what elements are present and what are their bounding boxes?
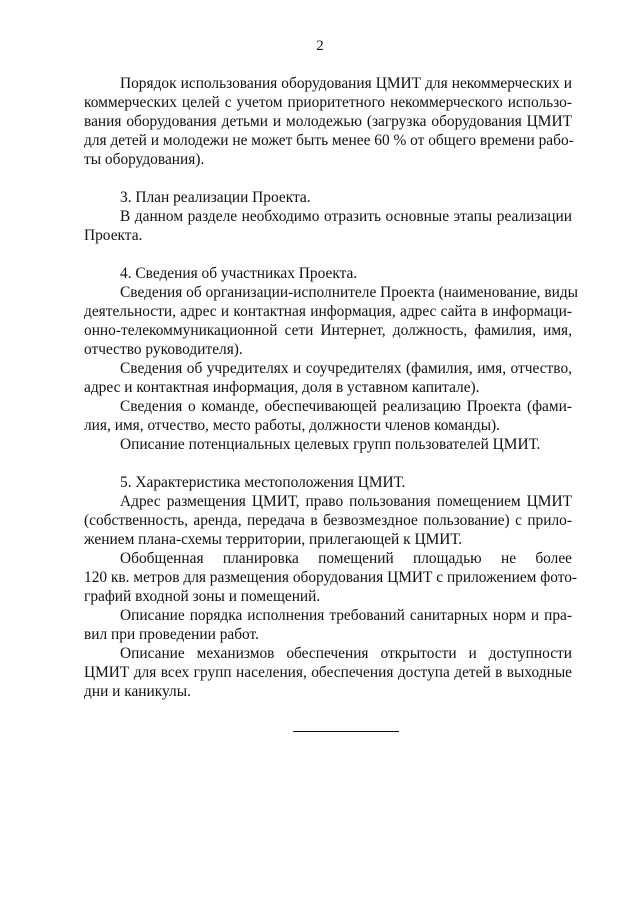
text-line: лия, имя, отчество, место работы, должности членов команды). [84, 417, 501, 434]
paragraph-gap [84, 454, 572, 473]
paragraph-equipment-usage [84, 74, 572, 169]
document-body [84, 74, 579, 701]
text-line: Описание потенциальных целевых групп пользователей ЦМИТ. [120, 436, 541, 453]
text-line: Сведения об организации-исполнителе Проекта (наименование, виды [120, 284, 579, 301]
text-line: (собственность, аренда, передача в безвозмездное пользование) с прило- [84, 512, 572, 529]
text-line: отчество руководителя). [84, 341, 243, 358]
section-heading: 4. Сведения об участниках Проекта. [120, 265, 358, 282]
text-line: дни и каникулы. [84, 683, 191, 700]
text-line: графий входной зоны и помещений. [84, 588, 321, 605]
text-line: Сведения об учредителях и соучредителях (фамилия, имя, отчество, [120, 360, 572, 377]
end-separator-line [293, 731, 399, 732]
text-line: вания оборудования детьми и молодежью (загрузка оборудования ЦМИТ [84, 113, 572, 130]
paragraph-gap [84, 245, 572, 264]
text-line: ЦМИТ для всех групп населения, обеспечения доступа детей в выходные [84, 664, 572, 681]
text-line: коммерческих целей с учетом приоритетного некоммерческого использо- [84, 94, 572, 111]
section-heading: 5. Характеристика местоположения ЦМИТ. [120, 474, 406, 491]
text-line: для детей и молодежи не может быть менее 60 % от общего времени рабо- [84, 132, 574, 149]
text-line: деятельности, адрес и контактная информация, адрес сайта в информаци- [84, 303, 572, 320]
text-line: В данном разделе необходимо отразить основные этапы реализации [120, 208, 572, 225]
page-number: 2 [316, 38, 324, 54]
section-heading: 3. План реализации Проекта. [120, 189, 311, 206]
section-4 [84, 264, 579, 454]
text-line: Обобщенная планировка помещений площадью не более [120, 550, 572, 567]
section-3 [84, 188, 572, 245]
text-line: Адрес размещения ЦМИТ, право пользования помещением ЦМИТ [120, 493, 572, 510]
paragraph-gap [84, 169, 572, 188]
section-5 [84, 473, 578, 701]
text-line: вил при проведении работ. [84, 626, 259, 643]
text-line: 120 кв. метров для размещения оборудования ЦМИТ с приложением фото- [84, 569, 578, 586]
text-line: Описание порядка исполнения требований санитарных норм и пра- [120, 607, 572, 624]
text-line: Сведения о команде, обеспечивающей реализацию Проекта (фами- [120, 398, 572, 415]
text-line: онно-телекоммуникационной сети Интернет, должность, фамилия, имя, [84, 322, 572, 339]
text-line: адрес и контактная информация, доля в уставном капитале). [84, 379, 480, 396]
text-line: ты оборудования). [84, 151, 205, 168]
text-line: Порядок использования оборудования ЦМИТ для некоммерческих и [120, 75, 572, 92]
text-line: Проекта. [84, 227, 143, 244]
text-line: Описание механизмов обеспечения открытости и доступности [120, 645, 572, 662]
text-line: жением плана-схемы территории, прилегающей к ЦМИТ. [84, 531, 463, 548]
